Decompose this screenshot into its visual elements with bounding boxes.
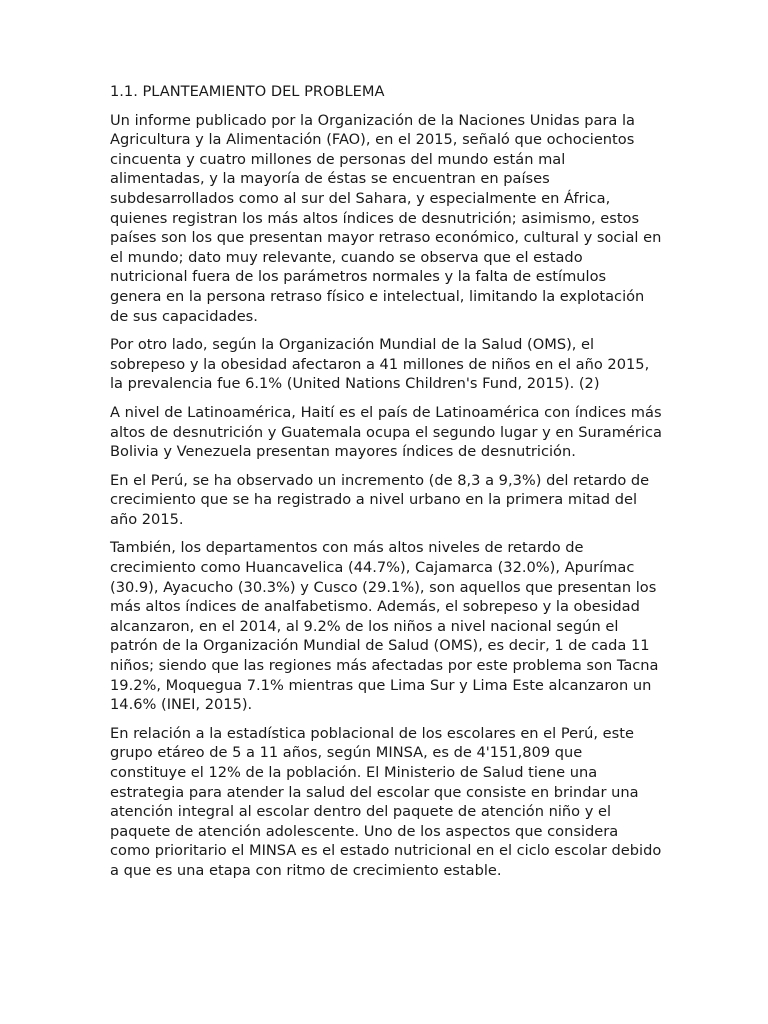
document-page <box>110 82 662 890</box>
paragraph-escolares: En relación a la estadística poblacional de los escolares en el Perú, este grupo etáreo de 5 a 11 años, según MINSA, es de 4'151,809 que constituye el 12% de la población. El Ministerio de Salud tiene una estrategia para atender la salud del escolar que consiste en brindar una atención integral al escolar dentro del paquete de atención niño y el paquete de atención adolescente. Uno de los aspectos que considera como prioritario el MINSA es el estado nutricional en el ciclo escolar debido a que es una etapa con ritmo de crecimiento estable. <box>110 724 662 879</box>
paragraph-latinoamerica: A nivel de Latinoamérica, Haití es el país de Latinoamérica con índices más altos de desnutrición y Guatemala ocupa el segundo lugar y en Suramérica Bolivia y Venezuela presentan mayores índices de desnutrición. <box>110 403 662 461</box>
paragraph-fao-report: Un informe publicado por la Organización de la Naciones Unidas para la Agricultura y la Alimentación (FAO), en el 2015, señaló que ochocientos cincuenta y cuatro millones de personas del mundo están mal alimentadas, y la mayoría de éstas se encuentran en países subdesarrollados como al sur del Sahara, y especialmente en África, quienes registran los más altos índices de desnutrición; asimismo, estos países son los que presentan mayor retraso económico, cultural y social en el mundo; dato muy relevante, cuando se observa que el estado nutricional fuera de los parámetros normales y la falta de estímulos genera en la persona retraso físico e intelectual, limitando la explotación de sus capacidades. <box>110 111 662 325</box>
paragraph-oms-obesity: Por otro lado, según la Organización Mundial de la Salud (OMS), el sobrepeso y la obesidad afectaron a 41 millones de niños en el año 2015, la prevalencia fue 6.1% (United Nations Children's Fund, 2015). (2) <box>110 336 650 393</box>
paragraph-peru-retardo: En el Perú, se ha observado un incremento (de 8,3 a 9,3%) del retardo de crecimiento que se ha registrado a nivel urbano en la primera mitad del año 2015. <box>110 471 650 528</box>
paragraph-departamentos: También, los departamentos con más altos niveles de retardo de crecimiento como Huancavelica (44.7%), Cajamarca (32.0%), Apurímac (30.9), Ayacucho (30.3%) y Cusco (29.1%), son aquellos que presentan los más altos índices de analfabetismo. Además, el sobrepeso y la obesidad alcanzaron, en el 2014, al 9.2% de los niños a nivel nacional según el patrón de la Organización Mundial de Salud (OMS), es decir, 1 de cada 11 niños; siendo que las regiones más afectadas por este problema son Tacna 19.2%, Moquegua 7.1% mientras que Lima Sur y Lima Este alcanzaron un 14.6% (INEI, 2015). <box>110 539 659 714</box>
section-heading: 1.1. PLANTEAMIENTO DEL PROBLEMA <box>110 83 385 100</box>
